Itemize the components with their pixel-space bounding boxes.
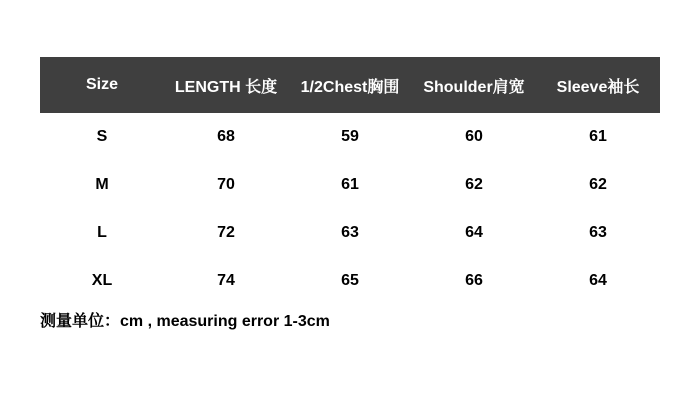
chest-value: 63 [341, 224, 359, 241]
chest-value: 59 [341, 128, 359, 145]
measurement-note: 测量单位：cm , measuring error 1-3cm [40, 313, 330, 330]
column-header-length: LENGTH 长度 [174, 78, 278, 96]
column-header-size: Size [85, 76, 118, 93]
size-label: S [96, 128, 108, 145]
shoulder-value: 62 [465, 176, 483, 193]
table-row-s [40, 113, 660, 161]
chest-value: 65 [341, 272, 359, 289]
size-table [40, 57, 660, 305]
size-label: M [95, 176, 109, 193]
sleeve-value: 61 [589, 128, 607, 145]
column-header-shoulder: Shoulder肩宽 [423, 78, 525, 96]
sleeve-value: 63 [589, 224, 607, 241]
table-row-l [40, 209, 660, 257]
length-value: 70 [217, 176, 235, 193]
shoulder-value: 66 [465, 272, 483, 289]
length-value: 68 [217, 128, 235, 145]
length-value: 74 [217, 272, 235, 289]
table-row-xl [40, 257, 660, 305]
size-label: XL [91, 272, 113, 289]
shoulder-value: 60 [465, 128, 483, 145]
column-header-chest: 1/2Chest胸围 [300, 78, 400, 96]
sleeve-value: 64 [589, 272, 607, 289]
shoulder-value: 64 [465, 224, 483, 241]
length-value: 72 [217, 224, 235, 241]
table-header-row [40, 57, 660, 113]
column-header-sleeve: Sleeve袖长 [556, 78, 640, 96]
chest-value: 61 [341, 176, 359, 193]
table-row-m [40, 161, 660, 209]
size-label: L [97, 224, 107, 241]
sleeve-value: 62 [589, 176, 607, 193]
